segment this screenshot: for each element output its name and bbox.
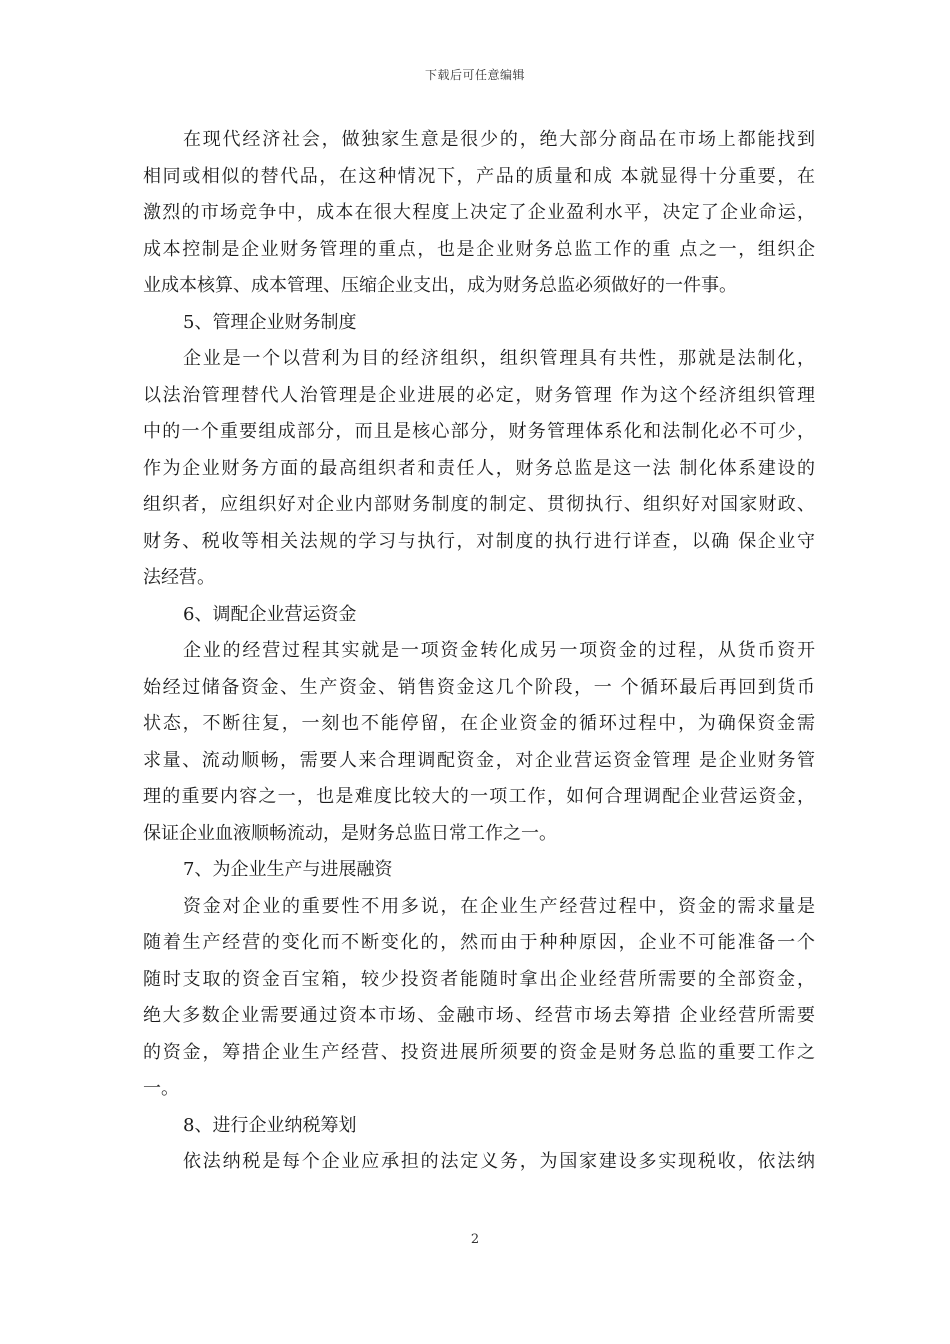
text-line: 作为企业财务方面的最高组织者和责任人，财务总监是这一法 制化体系建设的: [143, 457, 815, 479]
document-body: [143, 122, 815, 1181]
text-line: 企业是一个以营利为目的经济组织，组织管理具有共性，那就是法制化，: [183, 348, 815, 369]
section-heading: 8、进行企业纳税筹划: [183, 1114, 357, 1136]
text-line: 一。: [143, 1078, 179, 1099]
text-line: 依法纳税是每个企业应承担的法定义务，为国家建设多实现税收，依法纳: [183, 1151, 815, 1172]
text-line: 的资金，筹措企业生产经营、投资进展所须要的资金是财务总监的重要工作之: [143, 1041, 815, 1063]
paragraph: [143, 889, 815, 1108]
text-line: 状态，不断往复，一刻也不能停留，在企业资金的循环过程中，为确保资金需: [143, 713, 815, 734]
text-line: 相同或相似的替代品，在这种情况下，产品的质量和成 本就显得十分重要，在: [143, 165, 815, 187]
text-line: 理的重要内容之一，也是难度比较大的一项工作，如何合理调配企业营运资金，: [143, 786, 815, 807]
page-number: 2: [470, 1232, 480, 1247]
text-line: 以法治管理替代人治管理是企业进展的必定，财务管理 作为这个经济组织管理: [143, 384, 815, 406]
section-heading: 6、调配企业营运资金: [183, 603, 357, 625]
paragraph: [143, 1144, 815, 1181]
paragraph: [143, 122, 815, 305]
text-line: 资金对企业的重要性不用多说，在企业生产经营过程中，资金的需求量是: [183, 895, 815, 917]
text-line: 始经过储备资金、生产资金、销售资金这几个阶段，一 个循环最后再回到货币: [143, 676, 815, 698]
text-line: 中的一个重要组成部分，而且是核心部分，财务管理体系化和法制化必不可少，: [143, 421, 815, 442]
text-line: 激烈的市场竞争中，成本在很大程度上决定了企业盈利水平，决定了企业命运，: [143, 202, 815, 223]
text-line: 成本控制是企业财务管理的重点，也是企业财务总监工作的重 点之一，组织企: [143, 238, 815, 260]
text-line: 随着生产经营的变化而不断变化的，然而由于种种原因，企业不可能准备一个: [143, 932, 815, 953]
text-line: 组织者，应组织好对企业内部财务制度的制定、贯彻执行、组织好对国家财政、: [143, 494, 815, 515]
text-line: 财务、税收等相关法规的学习与执行，对制度的执行进行详查，以确 保企业守: [143, 530, 815, 552]
text-line: 企业的经营过程其实就是一项资金转化成另一项资金的过程，从货币资开: [183, 640, 815, 661]
text-line: 在现代经济社会，做独家生意是很少的，绝大部分商品在市场上都能找到: [183, 129, 815, 150]
text-line: 求量、流动顺畅，需要人来合理调配资金，对企业营运资金管理 是企业财务管: [143, 749, 815, 771]
text-line: 业成本核算、成本管理、压缩企业支出，成为财务总监必须做好的一件事。: [143, 275, 737, 296]
paragraph: [143, 633, 815, 852]
text-line: 绝大多数企业需要通过资本市场、金融市场、经营市场去筹措 企业经营所需要: [143, 1005, 815, 1026]
page-header: 下载后可任意编辑: [424, 68, 525, 82]
paragraph: [143, 341, 815, 597]
section-heading: 5、管理企业财务制度: [183, 311, 357, 333]
section-heading: 7、为企业生产与进展融资: [183, 859, 393, 880]
text-line: 保证企业血液顺畅流动，是财务总监日常工作之一。: [143, 822, 557, 844]
text-line: 法经营。: [143, 567, 215, 588]
text-line: 随时支取的资金百宝箱，较少投资者能随时拿出企业经营所需要的全部资金，: [143, 968, 815, 990]
